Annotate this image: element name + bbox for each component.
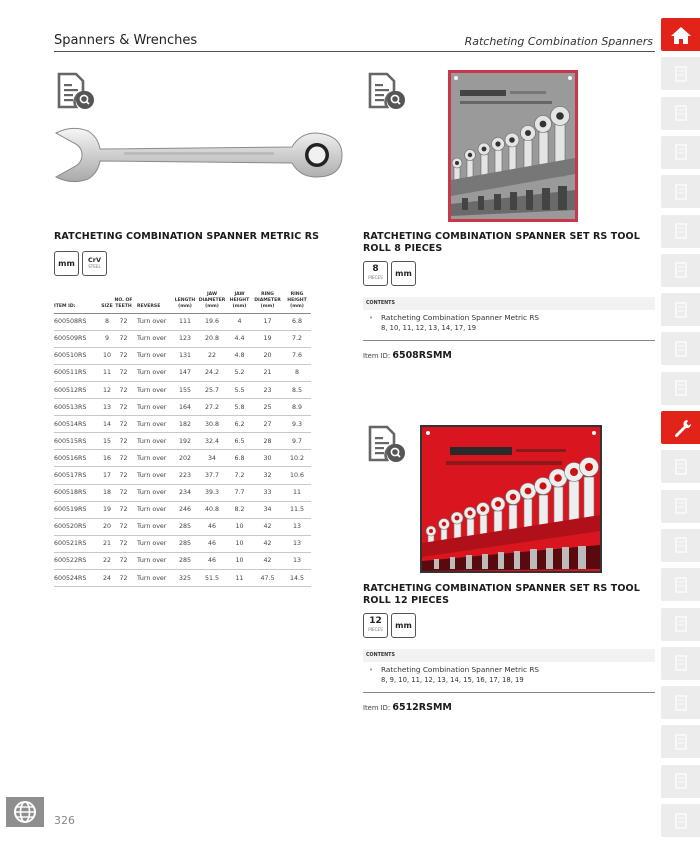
nav-tab-gears[interactable] [661,332,700,365]
table-cell: 9 [100,330,114,347]
table-cell: 42 [252,552,283,569]
metric-badge: mm [54,251,79,276]
table-cell: Turn over [133,467,173,484]
nav-tab-warning[interactable] [661,608,700,641]
nav-tab-pliers[interactable] [661,568,700,601]
table-cell: Turn over [133,399,173,416]
table-cell: 8 [283,364,311,381]
nav-tab-bits[interactable] [661,490,700,523]
product-title: RATCHETING COMBINATION SPANNER SET RS TOOL ROLL 8 PIECES [363,231,640,254]
metric-badge: mm [391,613,416,638]
marker-icon [670,652,692,674]
table-cell: 46 [197,518,227,535]
table-row [54,450,311,467]
table-cell: Turn over [133,484,173,501]
table-cell: 72 [114,416,133,433]
spanner-set-12-image [420,425,602,573]
table-row [54,484,311,501]
nav-tab-marker[interactable] [661,647,700,680]
table-cell: 72 [114,518,133,535]
header-size: SIZE [100,292,114,313]
table-row [54,399,311,416]
tool-chest-icon [670,63,692,85]
table-cell: 223 [173,467,197,484]
tool-board-icon [670,181,692,203]
table-cell: 600513RS [54,399,100,416]
item-id-value: 6508RSMM [392,350,452,361]
table-row [54,552,311,569]
screwdriver-set-icon [670,220,692,242]
spanner-set-8-image [448,70,578,222]
table-cell: 234 [173,484,197,501]
table-cell: 13 [283,552,311,569]
table-cell: 40.8 [197,501,227,518]
nav-tab-torque[interactable] [661,372,700,405]
nav-tab-tool-board[interactable] [661,175,700,208]
table-cell: 123 [173,330,197,347]
table-row [54,467,311,484]
table-cell: 25.7 [197,381,227,398]
table-cell: 19 [100,501,114,518]
table-cell: 5.5 [227,381,252,398]
table-cell: 285 [173,535,197,552]
table-row [54,330,311,347]
header-jaw-diameter: JAW DIAMETER (mm) [197,292,227,313]
contents-item: • Ratcheting Combination Spanner Metric RS 8, 10, 11, 12, 13, 14, 17, 19 [363,310,655,341]
table-cell: 7.6 [283,347,311,364]
header-teeth: NO. OF TEETH [114,292,133,313]
table-cell: 164 [173,399,197,416]
table-cell: 10 [100,347,114,364]
table-row [54,364,311,381]
nav-tab-tool-chest[interactable] [661,57,700,90]
table-cell: 11 [100,364,114,381]
table-cell: 72 [114,570,133,587]
table-cell: 42 [252,535,283,552]
tool-kit-icon [670,102,692,124]
table-cell: 72 [114,450,133,467]
nav-tab-tool-kit[interactable] [661,97,700,130]
section-title: Spanners & Wrenches [54,33,198,48]
table-cell: 46 [197,552,227,569]
table-row [54,570,311,587]
gears-icon [670,338,692,360]
table-cell: Turn over [133,552,173,569]
item-id-value: 6512RSMM [392,702,452,713]
table-cell: 600509RS [54,330,100,347]
table-cell: 8.2 [227,501,252,518]
table-row [54,416,311,433]
table-cell: 37.7 [197,467,227,484]
table-cell: 600520RS [54,518,100,535]
table-row [54,313,311,330]
table-cell: 111 [173,313,197,330]
table-cell: 13 [283,535,311,552]
table-cell: 6.8 [227,450,252,467]
datasheet-icon[interactable] [367,425,407,465]
spec-table [54,292,311,587]
item-id: Item ID: 6512RSMM [363,702,452,713]
nav-tab-roller-cabinet[interactable] [661,136,700,169]
table-cell: 600510RS [54,347,100,364]
table-cell: 285 [173,518,197,535]
table-cell: 22 [197,347,227,364]
table-cell: Turn over [133,364,173,381]
hammer-icon [670,534,692,556]
table-cell: 27 [252,416,283,433]
torque-icon [670,377,692,399]
table-cell: 246 [173,501,197,518]
table-cell: 28 [252,433,283,450]
power-tool-icon [670,731,692,753]
header-ring-diameter: RING DIAMETER (mm) [252,292,283,313]
table-cell: 600511RS [54,364,100,381]
table-cell: 30 [252,450,283,467]
table-cell: 72 [114,552,133,569]
table-header-row [54,292,311,313]
bits-icon [670,495,692,517]
table-cell: 11.5 [283,501,311,518]
contents-label: CONTENTS [363,649,655,662]
table-cell: 325 [173,570,197,587]
table-cell: 10.2 [283,450,311,467]
table-cell: 6.8 [283,313,311,330]
table-cell: 72 [114,364,133,381]
table-cell: 33 [252,484,283,501]
table-cell: 15 [100,433,114,450]
table-cell: 192 [173,433,197,450]
contents-item: • Ratcheting Combination Spanner Metric RS 8, 9, 10, 11, 12, 13, 14, 15, 16, 17, 18, 19 [363,662,655,693]
table-cell: 72 [114,313,133,330]
table-cell: 72 [114,381,133,398]
metric-badge: mm [391,261,416,286]
table-cell: 25 [252,399,283,416]
table-cell: 72 [114,484,133,501]
vice-icon [670,810,692,832]
table-cell: 34 [197,450,227,467]
table-cell: 600516RS [54,450,100,467]
pieces-badge: 12 PIECES [363,613,388,638]
table-cell: 19.6 [197,313,227,330]
storage-icon [670,259,692,281]
tape-measure-icon [670,692,692,714]
table-cell: 285 [173,552,197,569]
table-cell: Turn over [133,570,173,587]
table-cell: Turn over [133,518,173,535]
table-cell: 72 [114,467,133,484]
table-cell: 600508RS [54,313,100,330]
table-cell: 600515RS [54,433,100,450]
table-cell: 9.3 [283,416,311,433]
table-cell: 47.5 [252,570,283,587]
table-cell: 10 [227,518,252,535]
pliers-icon [670,574,692,596]
table-cell: 11 [283,484,311,501]
table-cell: 600514RS [54,416,100,433]
table-cell: 72 [114,501,133,518]
nav-tab-grinder[interactable] [661,765,700,798]
globe-icon[interactable] [6,797,44,827]
table-cell: Turn over [133,535,173,552]
table-cell: Turn over [133,381,173,398]
table-cell: 22 [100,552,114,569]
nav-tab-vice[interactable] [661,804,700,837]
table-cell: 46 [197,535,227,552]
table-cell: 8 [100,313,114,330]
table-cell: 155 [173,381,197,398]
table-cell: 8.5 [283,381,311,398]
subsection-title: Ratcheting Combination Spanners [464,35,653,48]
product-title: RATCHETING COMBINATION SPANNER METRIC RS [54,231,320,242]
nav-tab-power-tool[interactable] [661,725,700,758]
table-cell: 32.4 [197,433,227,450]
table-cell: 39.3 [197,484,227,501]
table-cell: 13 [283,518,311,535]
grinder-icon [670,770,692,792]
table-row [54,535,311,552]
table-cell: 18 [100,484,114,501]
datasheet-icon[interactable] [367,72,407,112]
table-cell: 72 [114,399,133,416]
table-cell: 16 [100,450,114,467]
table-cell: 600519RS [54,501,100,518]
table-cell: 11 [227,570,252,587]
datasheet-icon[interactable] [56,72,96,112]
table-cell: 23 [252,381,283,398]
table-cell: 600517RS [54,467,100,484]
contents-section [363,297,655,341]
table-cell: 5.2 [227,364,252,381]
header-item-id: ITEM ID: [54,292,100,313]
socket-icon [670,299,692,321]
table-cell: 20.8 [197,330,227,347]
nav-tab-home[interactable] [661,18,700,51]
item-id: Item ID: 6508RSMM [363,350,452,361]
pieces-badge: 8 PIECES [363,261,388,286]
table-cell: 17 [252,313,283,330]
table-cell: 17 [100,467,114,484]
roller-cabinet-icon [670,141,692,163]
table-cell: 72 [114,330,133,347]
table-row [54,433,311,450]
table-cell: 24 [100,570,114,587]
table-cell: 7.2 [227,467,252,484]
header-jaw-height: JAW HEIGHT (mm) [227,292,252,313]
table-cell: 147 [173,364,197,381]
table-cell: Turn over [133,347,173,364]
table-cell: 27.2 [197,399,227,416]
table-cell: 72 [114,433,133,450]
table-cell: 30.8 [197,416,227,433]
nav-tab-hammer[interactable] [661,529,700,562]
table-cell: 72 [114,535,133,552]
table-cell: 20 [252,347,283,364]
table-cell: Turn over [133,330,173,347]
table-cell: Turn over [133,501,173,518]
table-cell: 600512RS [54,381,100,398]
table-cell: Turn over [133,450,173,467]
table-cell: 21 [252,364,283,381]
table-cell: 34 [252,501,283,518]
table-cell: 10 [227,552,252,569]
page-header [54,32,655,52]
table-cell: 24.2 [197,364,227,381]
table-cell: 51.5 [197,570,227,587]
table-cell: 32 [252,467,283,484]
nav-tab-screwdriver-set[interactable] [661,215,700,248]
table-cell: 600524RS [54,570,100,587]
contents-section [363,649,655,693]
table-cell: Turn over [133,313,173,330]
table-row [54,347,311,364]
home-icon [670,24,692,46]
table-cell: 10 [227,535,252,552]
table-cell: 4.8 [227,347,252,364]
table-cell: 20 [100,518,114,535]
table-cell: 7.2 [283,330,311,347]
table-cell: 19 [252,330,283,347]
page-number: 326 [54,814,75,827]
table-cell: 72 [114,347,133,364]
table-row [54,501,311,518]
table-cell: 202 [173,450,197,467]
table-cell: 6.5 [227,433,252,450]
table-cell: 13 [100,399,114,416]
table-cell: Turn over [133,416,173,433]
table-cell: 14 [100,416,114,433]
screwdriver-icon [670,456,692,478]
nav-tab-socket[interactable] [661,293,700,326]
table-cell: 9.7 [283,433,311,450]
nav-tab-spanner[interactable] [661,411,700,444]
nav-tab-storage[interactable] [661,254,700,287]
table-cell: 12 [100,381,114,398]
nav-tab-screwdriver[interactable] [661,450,700,483]
table-row [54,381,311,398]
table-row [54,518,311,535]
table-cell: 600522RS [54,552,100,569]
table-cell: 8.9 [283,399,311,416]
table-cell: 42 [252,518,283,535]
table-cell: 600521RS [54,535,100,552]
table-cell: Turn over [133,433,173,450]
nav-tab-tape-measure[interactable] [661,686,700,719]
header-ring-height: RING HEIGHT (mm) [283,292,311,313]
table-cell: 6.2 [227,416,252,433]
contents-label: CONTENTS [363,297,655,310]
table-cell: 21 [100,535,114,552]
table-cell: 5.8 [227,399,252,416]
header-reverse: REVERSE [133,292,173,313]
table-cell: 4.4 [227,330,252,347]
spanner-product-image [54,125,346,185]
table-cell: 4 [227,313,252,330]
spanner-icon [670,417,692,439]
table-cell: 600518RS [54,484,100,501]
product-title: RATCHETING COMBINATION SPANNER SET RS TOOL ROLL 12 PIECES [363,583,640,606]
table-cell: 14.5 [283,570,311,587]
header-length: LENGTH (mm) [173,292,197,313]
table-cell: 7.7 [227,484,252,501]
table-cell: 131 [173,347,197,364]
warning-icon [670,613,692,635]
table-cell: 182 [173,416,197,433]
crv-steel-badge: CrV STEEL [82,251,107,276]
table-cell: 10.6 [283,467,311,484]
